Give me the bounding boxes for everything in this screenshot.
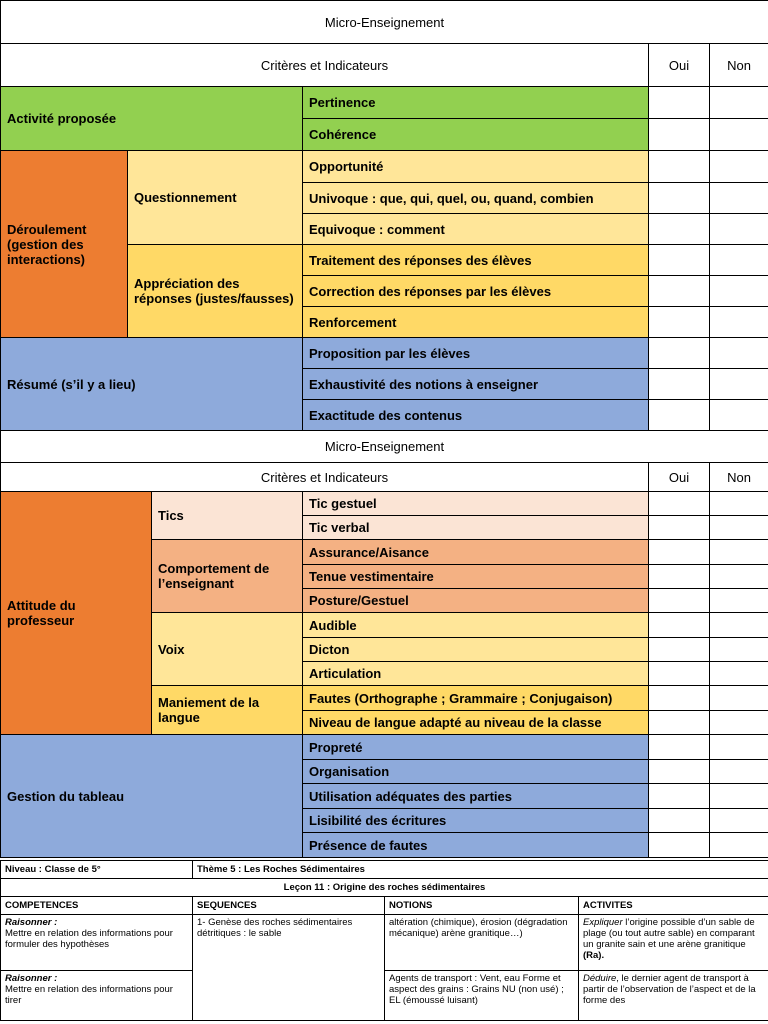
oui-cell[interactable] (649, 540, 710, 565)
criterion-tenue: Tenue vestimentaire (303, 565, 649, 589)
criterion-organisation: Organisation (303, 760, 649, 784)
theme-cell: Thème 5 : Les Roches Sédimentaires (193, 861, 768, 879)
criterion-proprete: Propreté (303, 735, 649, 760)
oui-cell[interactable] (649, 119, 710, 151)
oui-cell[interactable] (649, 833, 710, 858)
activite-text: , le dernier agent de transport à partir de l’observation de l’aspect et de la forme des (583, 973, 756, 1006)
non-cell[interactable] (710, 492, 768, 516)
non-cell[interactable] (710, 540, 768, 565)
competence-cell (1, 915, 193, 971)
oui-cell[interactable] (649, 87, 710, 119)
header-competences: COMPETENCES (1, 897, 193, 915)
criterion-tic-gestuel: Tic gestuel (303, 492, 649, 516)
non-cell[interactable] (710, 638, 768, 662)
group-gestion-tableau: Gestion du tableau (1, 735, 303, 858)
criterion-posture: Posture/Gestuel (303, 589, 649, 613)
criterion-proposition: Proposition par les élèves (303, 338, 649, 369)
oui-cell[interactable] (649, 214, 710, 245)
non-cell[interactable] (710, 307, 768, 338)
non-cell[interactable] (710, 711, 768, 735)
competence-title: Raisonner : (5, 973, 58, 984)
header-activites: ACTIVITES (579, 897, 768, 915)
activite-cell (579, 971, 768, 1021)
non-cell[interactable] (710, 662, 768, 686)
non-cell[interactable] (710, 589, 768, 613)
notions-cell: altération (chimique), érosion (dégradation mécanique) arène granitique…) (385, 915, 579, 971)
non-cell[interactable] (710, 809, 768, 833)
group-deroulement: Déroulement (gestion des interactions) (1, 151, 128, 338)
oui-cell[interactable] (649, 760, 710, 784)
oui-cell[interactable] (649, 492, 710, 516)
criterion-dicton: Dicton (303, 638, 649, 662)
non-cell[interactable] (710, 613, 768, 638)
oui-cell[interactable] (649, 400, 710, 431)
subgroup-appreciation: Appréciation des réponses (justes/fausses) (128, 245, 303, 338)
lesson-table (0, 860, 768, 1021)
non-cell[interactable] (710, 119, 768, 151)
non-cell[interactable] (710, 686, 768, 711)
criterion-niveau-langue: Niveau de langue adapté au niveau de la classe (303, 711, 649, 735)
non-cell[interactable] (710, 214, 768, 245)
non-cell[interactable] (710, 735, 768, 760)
oui-cell[interactable] (649, 662, 710, 686)
criteria-header: Critères et Indicateurs (1, 463, 649, 492)
oui-cell[interactable] (649, 183, 710, 214)
oui-cell[interactable] (649, 784, 710, 809)
non-cell[interactable] (710, 516, 768, 540)
criterion-assurance: Assurance/Aisance (303, 540, 649, 565)
criterion-pertinence: Pertinence (303, 87, 649, 119)
non-cell[interactable] (710, 565, 768, 589)
criterion-renforcement: Renforcement (303, 307, 649, 338)
oui-cell[interactable] (649, 245, 710, 276)
criterion-articulation: Articulation (303, 662, 649, 686)
non-cell[interactable] (710, 833, 768, 858)
notions-cell: Agents de transport : Vent, eau Forme et aspect des grains : Grains NU (non usé) ; EL (émoussé luisant) (385, 971, 579, 1021)
table2-title: Micro-Enseignement (1, 431, 768, 463)
criterion-correction: Correction des réponses par les élèves (303, 276, 649, 307)
competence-cell (1, 971, 193, 1021)
subgroup-tics: Tics (152, 492, 303, 540)
criterion-exhaustivite: Exhaustivité des notions à enseigner (303, 369, 649, 400)
non-cell[interactable] (710, 183, 768, 214)
no-header: Non (710, 44, 768, 87)
criterion-equivoque: Equivoque : comment (303, 214, 649, 245)
criteria-header: Critères et Indicateurs (1, 44, 649, 87)
activite-verb: Déduire (583, 973, 617, 984)
micro-enseignement-table-1 (0, 0, 768, 431)
criterion-lisibilite: Lisibilité des écritures (303, 809, 649, 833)
activite-verb: Expliquer (583, 917, 623, 928)
lecon-cell: Leçon 11 : Origine des roches sédimentaires (1, 879, 768, 897)
criterion-opportunite: Opportunité (303, 151, 649, 183)
competence-text: Mettre en relation des informations pour formuler des hypothèses (5, 928, 173, 950)
subgroup-voix: Voix (152, 613, 303, 686)
oui-cell[interactable] (649, 711, 710, 735)
group-activite-proposee: Activité proposée (1, 87, 303, 151)
yes-header: Oui (649, 463, 710, 492)
group-attitude-professeur: Attitude du professeur (1, 492, 152, 735)
non-cell[interactable] (710, 276, 768, 307)
oui-cell[interactable] (649, 151, 710, 183)
non-cell[interactable] (710, 338, 768, 369)
competence-text: Mettre en relation des informations pour tirer (5, 984, 173, 1006)
oui-cell[interactable] (649, 735, 710, 760)
subgroup-comportement: Comportement de l’enseignant (152, 540, 303, 613)
no-header: Non (710, 463, 768, 492)
criterion-exactitude: Exactitude des contenus (303, 400, 649, 431)
non-cell[interactable] (710, 784, 768, 809)
non-cell[interactable] (710, 369, 768, 400)
subgroup-langue: Maniement de la langue (152, 686, 303, 735)
activite-text: l’origine possible d’un sable de plage (ou tout autre sable) en comparant un granite sain et une arène granitique (583, 917, 755, 950)
activite-cell (579, 915, 768, 971)
criterion-univoque: Univoque : que, qui, quel, ou, quand, combien (303, 183, 649, 214)
criterion-fautes: Fautes (Orthographe ; Grammaire ; Conjugaison) (303, 686, 649, 711)
non-cell[interactable] (710, 87, 768, 119)
non-cell[interactable] (710, 245, 768, 276)
criterion-utilisation: Utilisation adéquates des parties (303, 784, 649, 809)
oui-cell[interactable] (649, 686, 710, 711)
oui-cell[interactable] (649, 338, 710, 369)
table1-title: Micro-Enseignement (1, 1, 768, 44)
activite-code: (Ra). (583, 950, 605, 961)
oui-cell[interactable] (649, 565, 710, 589)
oui-cell[interactable] (649, 638, 710, 662)
oui-cell[interactable] (649, 613, 710, 638)
oui-cell[interactable] (649, 307, 710, 338)
criterion-coherence: Cohérence (303, 119, 649, 151)
non-cell[interactable] (710, 151, 768, 183)
header-notions: NOTIONS (385, 897, 579, 915)
oui-cell[interactable] (649, 276, 710, 307)
criterion-traitement: Traitement des réponses des élèves (303, 245, 649, 276)
oui-cell[interactable] (649, 369, 710, 400)
micro-enseignement-table-2 (0, 430, 768, 858)
yes-header: Oui (649, 44, 710, 87)
non-cell[interactable] (710, 400, 768, 431)
criterion-audible: Audible (303, 613, 649, 638)
niveau-cell: Niveau : Classe de 5° (1, 861, 193, 879)
group-resume: Résumé (s’il y a lieu) (1, 338, 303, 431)
criterion-tic-verbal: Tic verbal (303, 516, 649, 540)
oui-cell[interactable] (649, 516, 710, 540)
subgroup-questionnement: Questionnement (128, 151, 303, 245)
competence-title: Raisonner : (5, 917, 58, 928)
criterion-presence-fautes: Présence de fautes (303, 833, 649, 858)
oui-cell[interactable] (649, 809, 710, 833)
non-cell[interactable] (710, 760, 768, 784)
oui-cell[interactable] (649, 589, 710, 613)
header-sequences: SEQUENCES (193, 897, 385, 915)
sequence-cell: 1- Genèse des roches sédimentaires détritiques : le sable (193, 915, 385, 1021)
